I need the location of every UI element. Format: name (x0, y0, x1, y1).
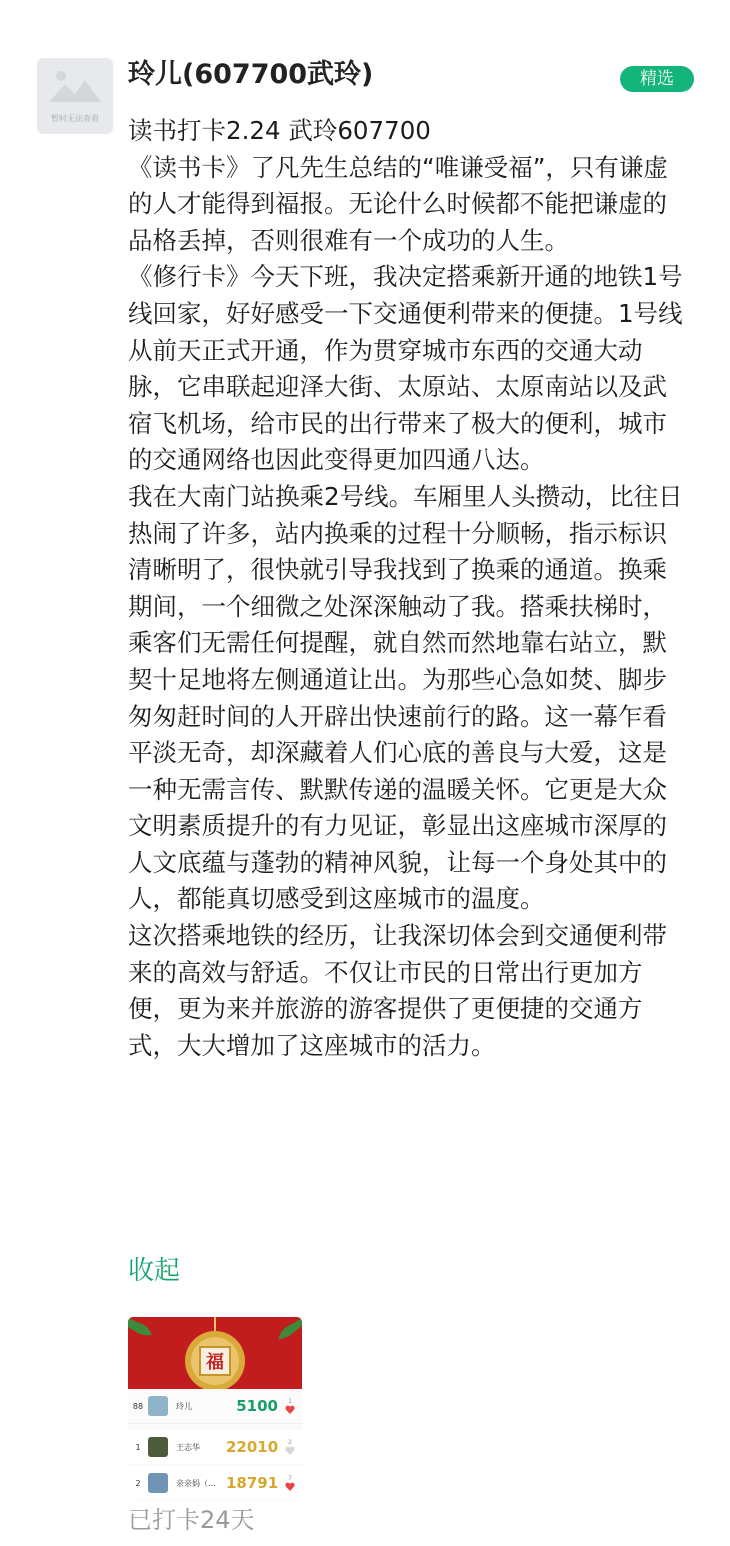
avatar (148, 1437, 168, 1457)
avatar (148, 1396, 168, 1416)
leaderboard-row (128, 1466, 302, 1500)
post-content (128, 113, 688, 1064)
rank-number: 1 (135, 1442, 141, 1452)
like-counter[interactable] (278, 1439, 302, 1455)
checkin-days: 已打卡24天 (128, 1506, 255, 1534)
member-name: 王志华 (176, 1442, 200, 1452)
score: 5100 (236, 1397, 278, 1415)
card-banner (128, 1317, 302, 1389)
leaderboard-row (128, 1389, 302, 1424)
score: 18791 (226, 1474, 279, 1492)
image-placeholder-icon (49, 68, 101, 102)
heart-icon (285, 1482, 295, 1491)
post-paragraph: 《修行卡》今天下班，我决定搭乘新开通的地铁1号线回家，好好感受一下交通便利带来的便捷。1号线从前天正式开通，作为贯穿城市东西的交通大动脉，它串联起迎泽大街、太原站、太原南站以及武宿飞机场，给市民的出行带来了极大的便利，城市的交通网络也因此变得更加四通八达。 (128, 262, 683, 475)
rank-number: 2 (135, 1478, 141, 1488)
collapse-link[interactable]: 收起 (128, 1256, 181, 1286)
post-paragraph: 我在大南门站换乘2号线。车厢里人头攒动，比往日热闹了许多，站内换乘的过程十分顺畅，指示标识清晰明了，很快就引导我找到了换乘的通道。换乘期间，一个细微之处深深触动了我。搭乘扶梯时，乘客们无需任何提醒，就自然而然地靠右站立，默契十足地将左侧通道让出。为那些心急如焚、脚步匆匆赶时间的人开辟出快速前行的路。这一幕乍看平淡无奇，却深藏着人们心底的善良与大爱，这是一种无需言传、默默传递的温暖关怀。它更是大众文明素质提升的有力见证，彰显出这座城市深厚的人文底蕴与蓬勃的精神风貌，让每一个身处其中的人，都能真切感受到这座城市的温度。 (128, 481, 683, 914)
leaderboard-row (128, 1430, 302, 1464)
post-paragraph: 《读书卡》了凡先生总结的“唯谦受福”，只有谦虚的人才能得到福报。无论什么时候都不能把谦虚的品格丢掉，否则很难有一个成功的人生。 (128, 152, 668, 255)
post-paragraph: 这次搭乘地铁的经历，让我深切体会到交通便利带来的高效与舒适。不仅让市民的日常出行更加方便，更为来并旅游的游客提供了更便捷的交通方式，大大增加了这座城市的活力。 (128, 921, 667, 1060)
fortune-emblem-icon (128, 1317, 302, 1389)
heart-icon (285, 1405, 295, 1414)
like-count: 2 (288, 1439, 292, 1446)
like-counter[interactable] (278, 1398, 302, 1414)
member-name: 亲亲妈（... (176, 1478, 216, 1488)
like-count: 7 (288, 1475, 292, 1482)
member-name: 玲儿 (176, 1401, 192, 1411)
username[interactable]: 玲儿(607700武玲) (128, 59, 374, 90)
avatar (148, 1473, 168, 1493)
emblem-char: 福 (206, 1352, 224, 1373)
user-avatar[interactable] (37, 58, 113, 134)
leaderboard-card[interactable] (128, 1317, 302, 1501)
like-counter[interactable] (278, 1475, 302, 1491)
avatar-caption: 暂时无法查看 (51, 114, 99, 123)
heart-icon (285, 1446, 295, 1455)
post-paragraph: 读书打卡2.24 武玲607700 (128, 116, 431, 145)
score: 22010 (226, 1438, 279, 1456)
featured-badge: 精选 (620, 66, 694, 92)
rank-number: 88 (132, 1401, 144, 1411)
like-count: 1 (288, 1398, 292, 1405)
